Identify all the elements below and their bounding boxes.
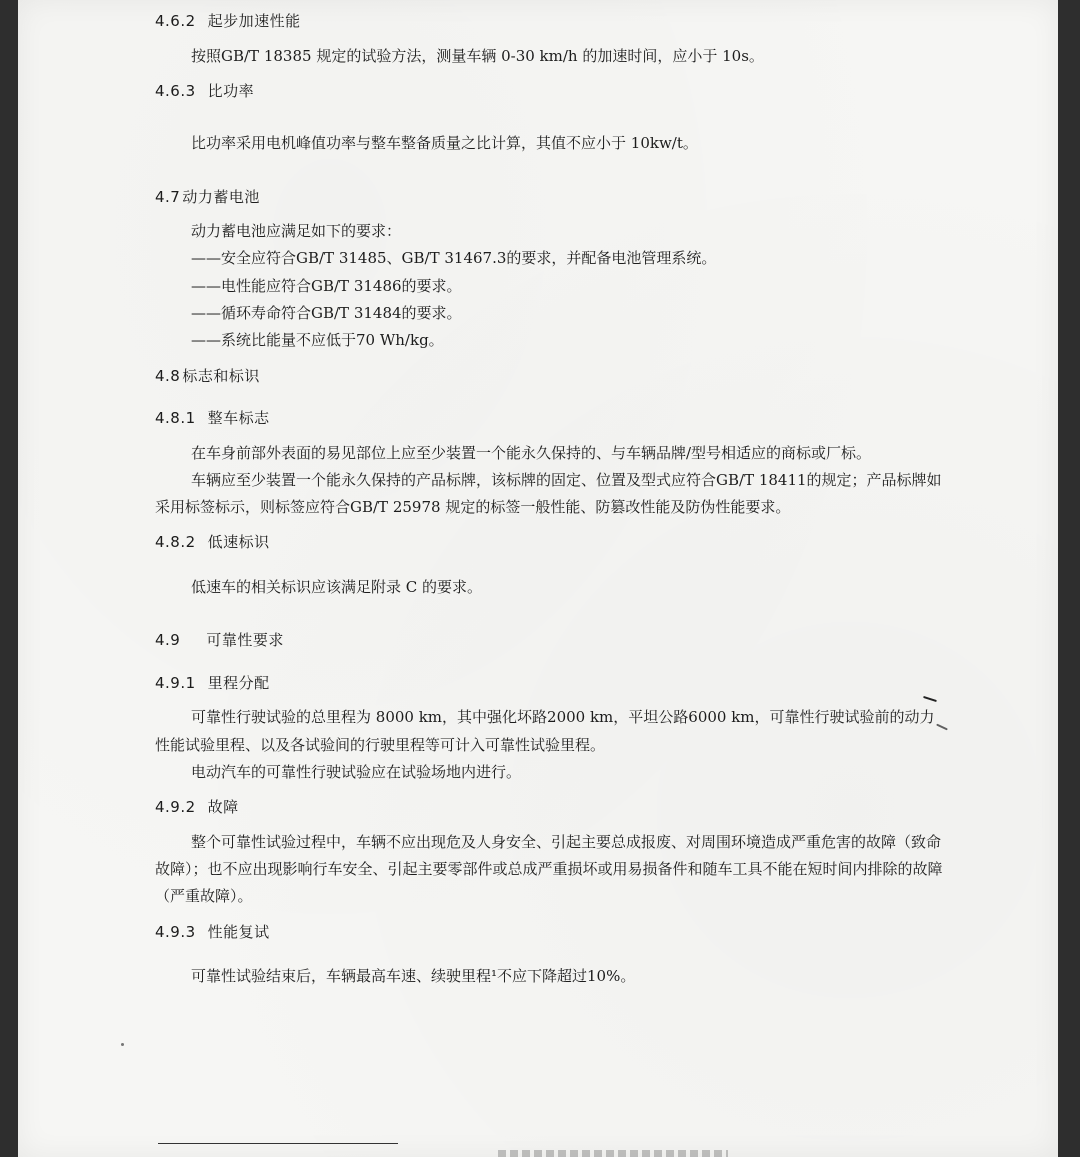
section-title: 比功率: [207, 81, 255, 100]
section-number: 4.9.2: [155, 798, 196, 817]
section-number: 4.9.3: [155, 922, 196, 941]
section-title: 整车标志: [207, 409, 270, 428]
section-heading-4-6-2: [155, 10, 945, 33]
paragraph-low-speed-mark: 低速车的相关标识应该满足附录 C 的要求。: [191, 577, 483, 596]
section-number: 4.6.2: [155, 12, 196, 30]
section-number: 4.7: [155, 187, 181, 206]
section-heading-4-9-2: [155, 796, 945, 819]
footnote-cut-off-text: [498, 1150, 728, 1157]
section-number: 4.8.2: [155, 533, 196, 552]
section-title: 性能复试: [207, 922, 270, 941]
section-heading-4-9-1: [155, 672, 945, 695]
section-heading-4-7: [155, 186, 945, 209]
paragraph-test-site: 电动汽车的可靠性行驶试验应在试验场地内进行。: [191, 762, 522, 781]
paragraph-trademark: 在车身前部外表面的易见部位上应至少装置一个能永久保持的、与车辆品牌/型号相适应的商标或厂标。: [191, 443, 872, 462]
section-title: 起步加速性能: [207, 12, 301, 30]
section-title: 可靠性要求: [206, 631, 284, 650]
paragraph-faults: 整个可靠性试验过程中，车辆不应出现危及人身安全、引起主要总成报废、对周围环境造成严重危害的故障（致命故障）；也不应出现影响行车安全、引起主要零部件或总成严重损坏或用易损备件和随车工具不能在短时间内排除的故障（严重故障）。: [155, 832, 943, 906]
section-title: 里程分配: [207, 673, 270, 692]
list-item: ——电性能应符合GB/T 31486的要求。: [191, 276, 462, 295]
section-heading-4-8-2: [155, 531, 945, 554]
section-title: 故障: [207, 798, 239, 817]
list-item: ——循环寿命符合GB/T 31484的要求。: [191, 303, 462, 322]
section-heading-4-8-1: [155, 407, 945, 430]
paragraph-acceleration: 按照GB/T 18385 规定的试验方法，测量车辆 0-30 km/h 的加速时间，应小于 10s。: [191, 46, 764, 65]
section-number: 4.8: [155, 366, 181, 385]
footnote-separator: [158, 1143, 398, 1144]
section-heading-4-8: [155, 365, 945, 388]
section-title: 低速标识: [207, 533, 270, 552]
section-number: 4.6.3: [155, 81, 196, 100]
section-number: 4.9.1: [155, 673, 196, 692]
section-title: 标志和标识: [182, 366, 260, 385]
paragraph-power-ratio: 比功率采用电机峰值功率与整车整备质量之比计算，其值不应小于 10kw/t。: [191, 134, 698, 153]
section-heading-4-9: [155, 629, 945, 652]
section-heading-4-9-3: [155, 921, 945, 944]
paragraph-performance-retest: 可靠性试验结束后，车辆最高车速、续驶里程¹不应下降超过10%。: [191, 967, 636, 986]
section-heading-4-6-3: [155, 80, 945, 103]
document-body: [155, 10, 945, 990]
list-item: ——安全应符合GB/T 31485、GB/T 31467.3的要求，并配备电池管理系统。: [191, 249, 717, 268]
battery-intro: 动力蓄电池应满足如下的要求：: [191, 222, 402, 241]
section-number: 4.9: [155, 631, 181, 650]
section-number: 4.8.1: [155, 409, 196, 428]
list-item: ——系统比能量不应低于70 Wh/kg。: [191, 331, 444, 350]
paragraph-mileage: 可靠性行驶试验的总里程为 8000 km，其中强化坏路2000 km，平坦公路6000 km，可靠性行驶试验前的动力性能试验里程、以及各试验间的行驶里程等可计入可靠性试验里程。: [155, 708, 935, 754]
paragraph-nameplate: 车辆应至少装置一个能永久保持的产品标牌，该标牌的固定、位置及型式应符合GB/T 18411的规定；产品标牌如采用标签标示，则标签应符合GB/T 25978 规定的标签一般性能、防篡改性能及防伪性能要求。: [155, 470, 942, 517]
document-page: [18, 0, 1058, 1157]
section-title: 动力蓄电池: [182, 187, 260, 206]
scan-mark: [121, 1043, 124, 1046]
